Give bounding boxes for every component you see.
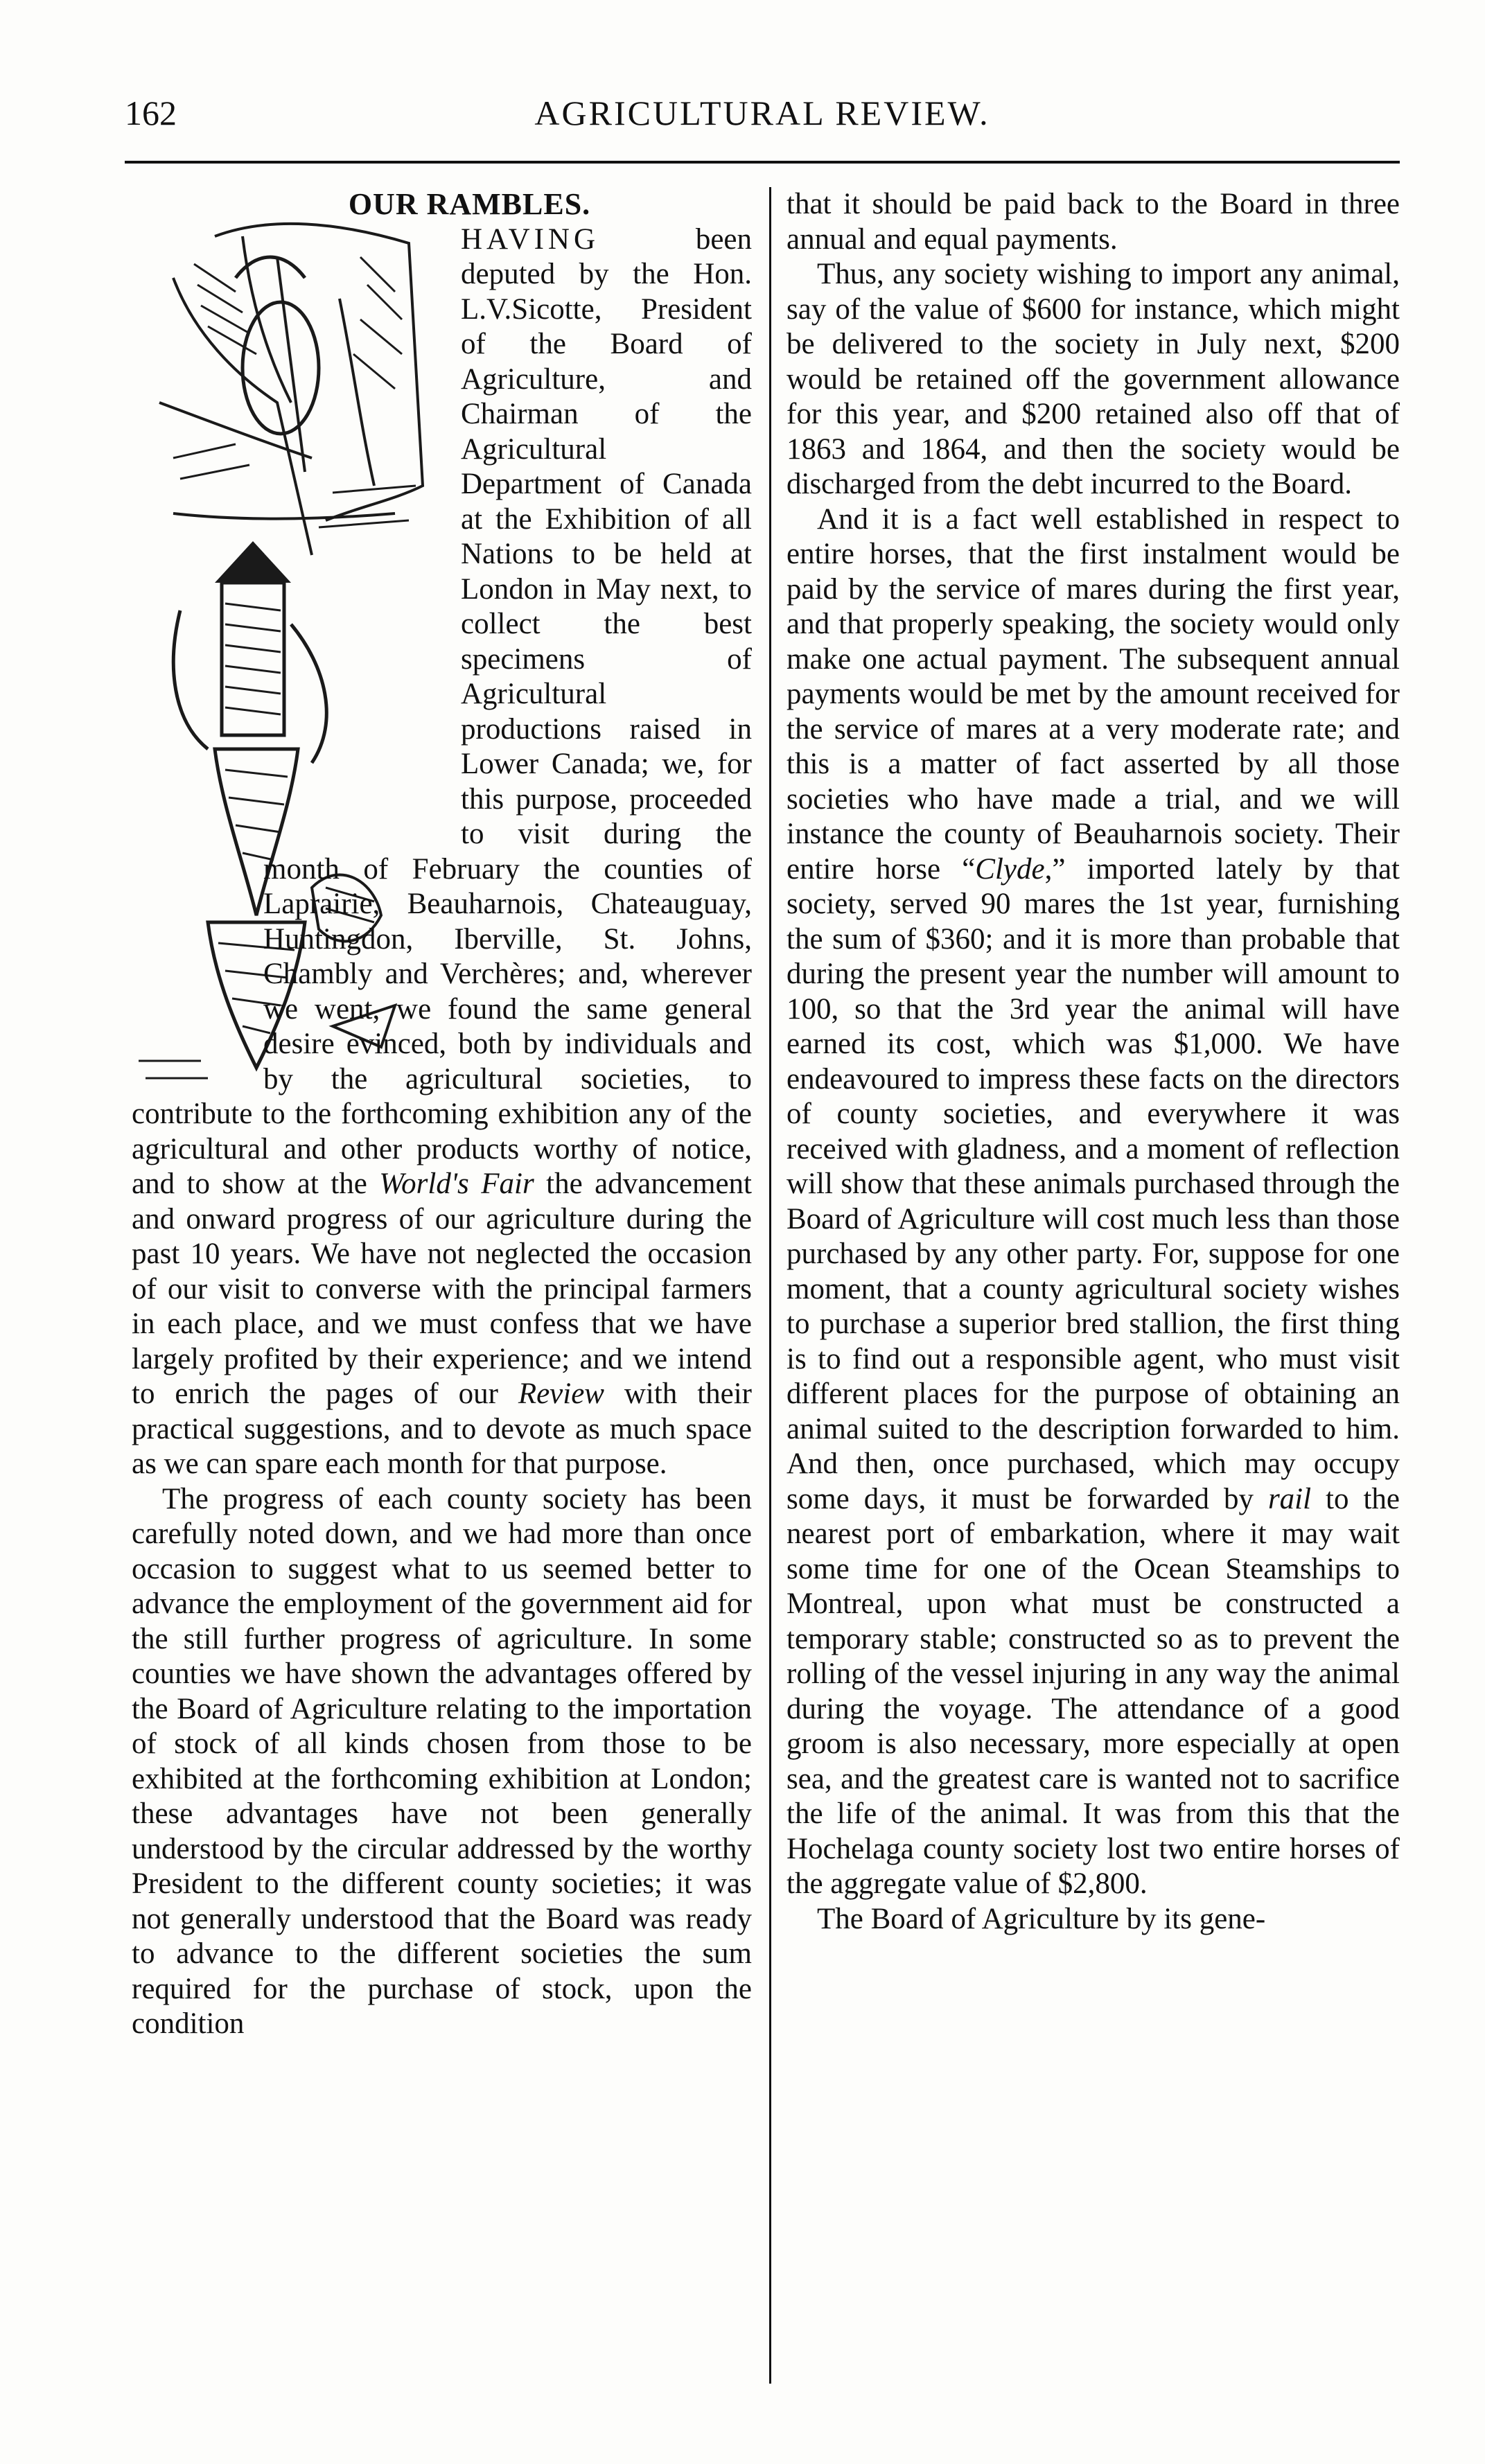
text-run: ,” imported lately by that society, served 90 mares the 1st year, furnishing the sum of $360; and it is more than probable that during the present year the number will amount to 100, so that the 3rd year the animal will have earned its cost, which was $1,000. We have endeavoured to impress these facts on the directors of county societies, and everywhere it was received with gladness, and a moment of reflection will show that these animals purchased through the Board of Agriculture will cost much less than those purchased by any other party. For, suppose for one moment, that a county agricultural society wishes to purchase a superior bred stallion, the first thing is to find out a responsible agent, who must visit different places for the purpose of obtaining an animal suited to the description forwarded to him. And then, once purchased, which may occupy some days, it must be forwarded by <box>787 852 1400 1515</box>
running-head <box>125 89 1400 144</box>
text-run: with their practical suggestions, and to devote as much space as we can spare each month for that purpose. <box>132 1378 752 1480</box>
column-divider <box>769 187 771 2384</box>
paragraph: The progress of each county society has been carefully noted down, and we had more than once occasion to suggest what to us seemed better to advance the employment of the government aid for the still further progress of agriculture. In some counties we have shown the advantages offered by the Board of Agriculture relating to the importation of stock of all kinds chosen from those to be exhibited at the forthcoming exhibition at London; these advantages have not been generally understood by the circular addressed by the worthy President to the different county societies; it was not generally understood that the Board was ready to advance to the different societies the sum required for the purchase of stock, upon the condition <box>132 1482 752 2040</box>
italic-text: Review <box>518 1378 604 1410</box>
italic-text: Clyde <box>975 852 1045 886</box>
italic-text: World's Fair <box>379 1168 534 1200</box>
right-column <box>787 187 1400 1937</box>
page-number: 162 <box>125 94 177 132</box>
text-run: to the nearest port of embarkation, where it may wait some time for one of the Ocean Steamships to Montreal, upon what must be constructed a temporary stable; constructed so as to prevent the rolling of the vessel injuring in any way the animal during the voyage. The attendance of a good groom is also necessary, more especially at open sea, and the greatest care is wanted not to sacrifice the life of the animal. It was from this that the Hochelaga county society lost two entire horses of the aggregate value of $2,800. <box>787 1482 1400 1900</box>
italic-text: rail <box>1267 1482 1312 1515</box>
paragraph: The Board of Agriculture by its gene- <box>817 1902 1266 1935</box>
left-column <box>132 187 752 2042</box>
journal-title: AGRICULTURAL REVIEW. <box>534 94 990 132</box>
opening-word: HAVING <box>461 222 600 256</box>
text-run: been deputed by the Hon. L.V.Sicotte, President of the Board of Agriculture, and Chairman of the Agricultural Department of Canada at the Exhibition of all Nations to be held at London in May next, to collect the best specimens of Agricultural productions raised in Lower Canada; we, for this purpose, proceeded to visit during the month of February the counties of Laprairie, Beauharnois, Chateauguay, Huntingdon, Iberville, St. Johns, Chambly and Verchères; and, wherever we went, we found the same general desire evinced, both by individuals and by the agricultural societies, to contribute to the forthcoming exhibition any of the agricultural and other products worthy of notice, and to show at the <box>132 222 752 1200</box>
paragraph: Thus, any society wishing to import any animal, say of the value of $600 for instance, which might be delivered to the society in July next, $200 would be retained off the government allowance for this year, and $200 retained also off that of 1863 and 1864, and then the society would be discharged from the debt incurred to the Board. <box>787 258 1400 500</box>
header-rule <box>125 161 1400 164</box>
article-title: OUR RAMBLES. <box>348 187 591 221</box>
paragraph: that it should be paid back to the Board in three annual and equal payments. <box>787 188 1400 256</box>
text-run: the advancement and onward progress of our agriculture during the past 10 years. We have not neglected the occasion of our visit to converse with the principal farmers in each place, and we must confess that we have largely profited by their experience; and we intend to enrich the pages of our <box>132 1168 752 1410</box>
text-run: And it is a fact well established in respect to entire horses, that the first instalment would be paid by the service of mares during the first year, and that properly speaking, the society would only make one actual payment. The subsequent annual payments would be met by the amount received for the service of mares at a very moderate rate; and this is a matter of fact asserted by all those societies who have made a trial, and we will instance the county of Beauharnois society. Their entire horse “ <box>787 502 1400 886</box>
paragraph <box>787 502 1400 1902</box>
